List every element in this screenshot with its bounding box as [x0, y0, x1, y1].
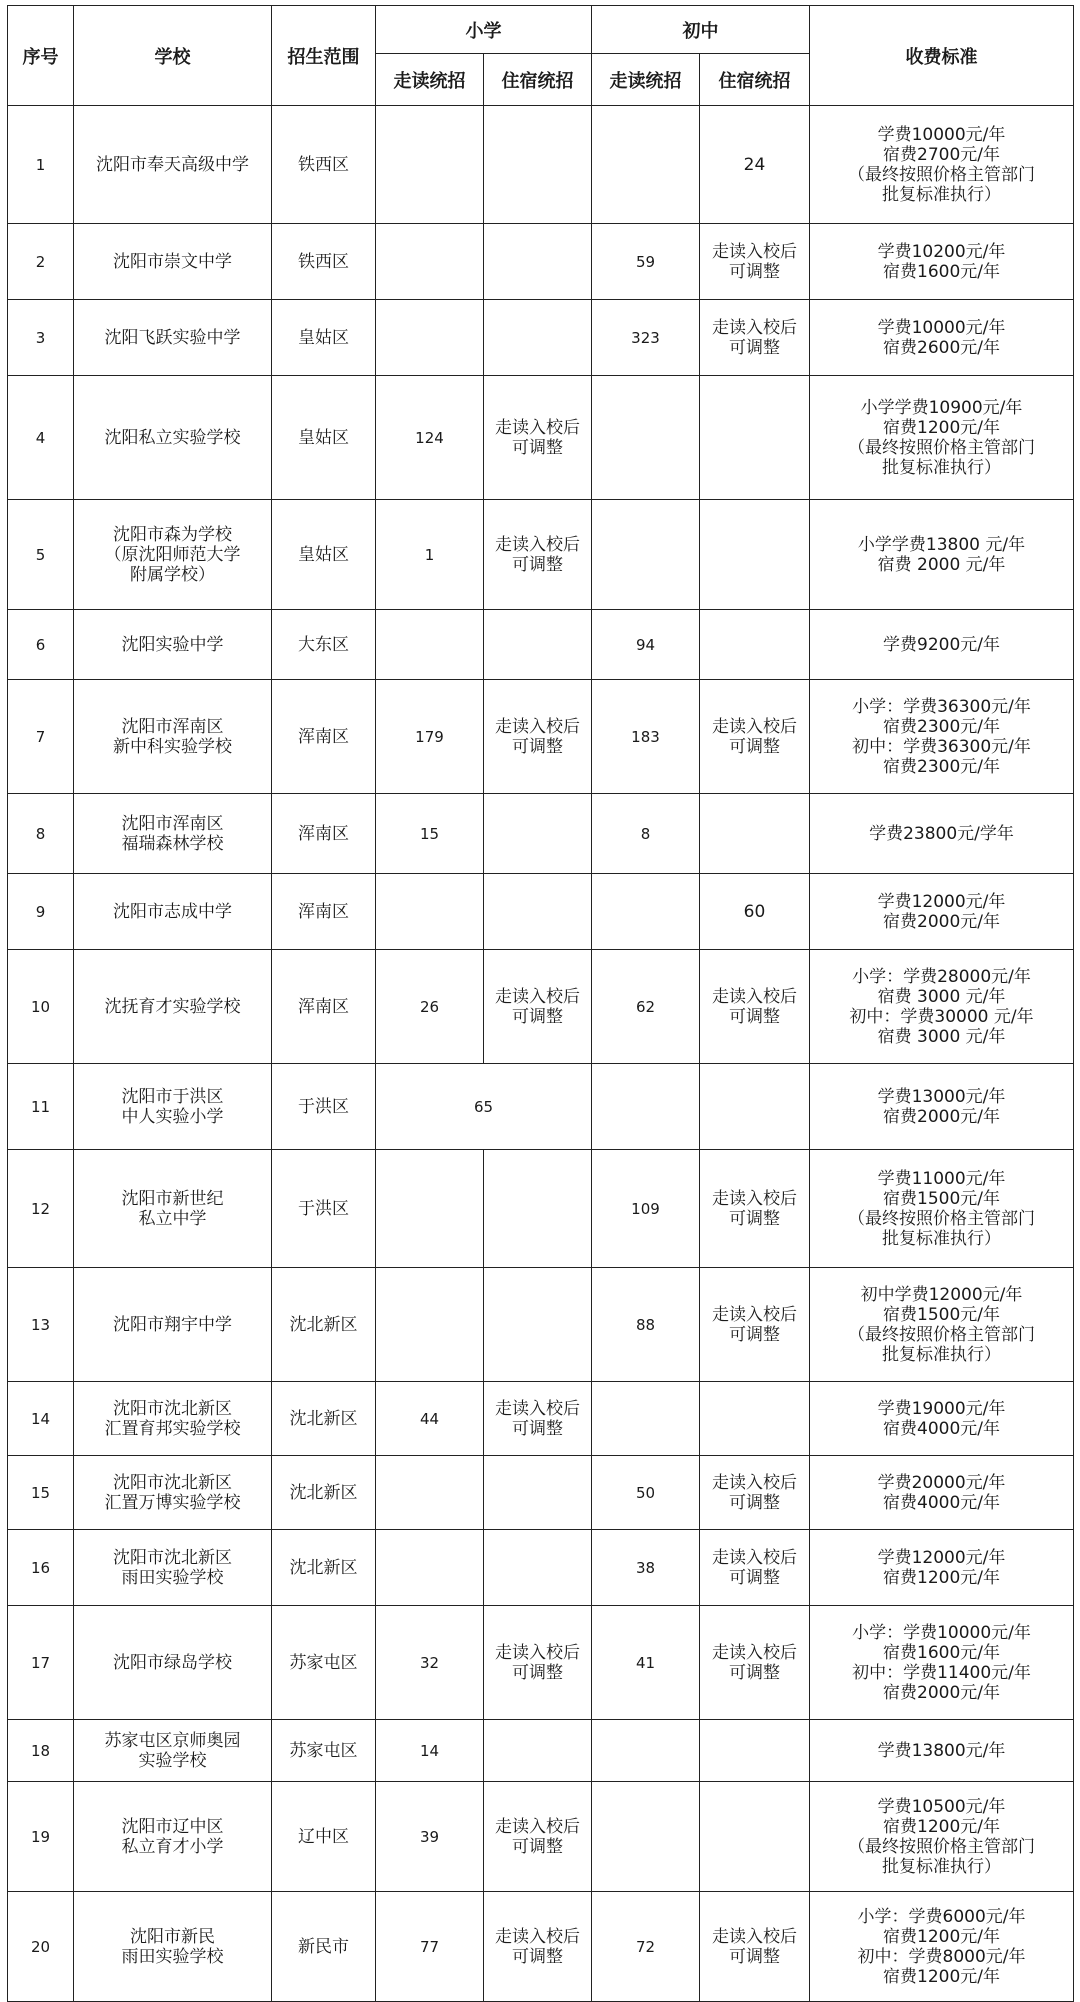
primary-day-cell: 1	[376, 500, 484, 610]
primary-day-cell: 15	[376, 794, 484, 874]
primary-day-cell: 44	[376, 1382, 484, 1456]
area-cell: 大东区	[272, 610, 376, 680]
table-row	[8, 1150, 1074, 1268]
junior-board-cell: 走读入校后 可调整	[700, 224, 810, 300]
junior-day-cell	[592, 1720, 700, 1782]
seq-cell: 19	[8, 1782, 74, 1892]
seq-cell: 4	[8, 376, 74, 500]
primary-day-cell: 77	[376, 1892, 484, 2002]
school-name-cell: 沈阳私立实验学校	[74, 376, 272, 500]
seq-cell: 1	[8, 106, 74, 224]
table-row	[8, 300, 1074, 376]
table-row	[8, 1606, 1074, 1720]
header-seq: 序号	[8, 6, 74, 106]
area-cell: 于洪区	[272, 1150, 376, 1268]
seq-cell: 9	[8, 874, 74, 950]
seq-cell: 8	[8, 794, 74, 874]
junior-board-cell	[700, 794, 810, 874]
table-row	[8, 106, 1074, 224]
school-name-cell: 沈阳市沈北新区 雨田实验学校	[74, 1530, 272, 1606]
primary-board-cell	[484, 224, 592, 300]
fee-cell: 学费12000元/年 宿费1200元/年	[810, 1530, 1074, 1606]
seq-cell: 17	[8, 1606, 74, 1720]
table-row	[8, 1530, 1074, 1606]
school-name-cell: 沈阳市新世纪 私立中学	[74, 1150, 272, 1268]
area-cell: 沈北新区	[272, 1268, 376, 1382]
area-cell: 浑南区	[272, 680, 376, 794]
seq-cell: 6	[8, 610, 74, 680]
seq-cell: 7	[8, 680, 74, 794]
seq-cell: 10	[8, 950, 74, 1064]
junior-board-cell	[700, 1064, 810, 1150]
area-cell: 于洪区	[272, 1064, 376, 1150]
area-cell: 沈北新区	[272, 1456, 376, 1530]
junior-board-cell: 走读入校后 可调整	[700, 1606, 810, 1720]
school-name-cell: 沈阳市于洪区 中人实验小学	[74, 1064, 272, 1150]
junior-day-cell	[592, 874, 700, 950]
school-name-cell: 沈阳市浑南区 福瑞森林学校	[74, 794, 272, 874]
table-row	[8, 1720, 1074, 1782]
junior-board-cell: 24	[700, 106, 810, 224]
seq-cell: 16	[8, 1530, 74, 1606]
primary-day-cell	[376, 224, 484, 300]
area-cell: 皇姑区	[272, 500, 376, 610]
junior-day-cell: 323	[592, 300, 700, 376]
primary-day-cell: 39	[376, 1782, 484, 1892]
fee-cell: 学费23800元/学年	[810, 794, 1074, 874]
table-row	[8, 794, 1074, 874]
table-row	[8, 376, 1074, 500]
primary-board-cell: 走读入校后 可调整	[484, 1782, 592, 1892]
table-row	[8, 610, 1074, 680]
table-row	[8, 1892, 1074, 2002]
junior-board-cell: 走读入校后 可调整	[700, 1150, 810, 1268]
school-name-cell: 沈阳市新民 雨田实验学校	[74, 1892, 272, 2002]
school-name-cell: 沈阳市森为学校 （原沈阳师范大学 附属学校）	[74, 500, 272, 610]
school-name-cell: 沈阳市辽中区 私立育才小学	[74, 1782, 272, 1892]
enrollment-table-container	[7, 5, 1073, 2002]
primary-day-cell: 32	[376, 1606, 484, 1720]
primary-day-cell: 124	[376, 376, 484, 500]
fee-cell: 学费10200元/年 宿费1600元/年	[810, 224, 1074, 300]
junior-day-cell	[592, 106, 700, 224]
junior-day-cell: 183	[592, 680, 700, 794]
seq-cell: 14	[8, 1382, 74, 1456]
seq-cell: 15	[8, 1456, 74, 1530]
primary-board-cell: 走读入校后 可调整	[484, 950, 592, 1064]
junior-day-cell	[592, 1382, 700, 1456]
area-cell: 新民市	[272, 1892, 376, 2002]
seq-cell: 5	[8, 500, 74, 610]
primary-board-cell: 走读入校后 可调整	[484, 1606, 592, 1720]
primary-board-cell	[484, 610, 592, 680]
junior-day-cell: 50	[592, 1456, 700, 1530]
primary-board-cell	[484, 106, 592, 224]
fee-cell: 小学学费13800 元/年 宿费 2000 元/年	[810, 500, 1074, 610]
junior-day-cell: 8	[592, 794, 700, 874]
primary-day-cell	[376, 1150, 484, 1268]
primary-board-cell: 走读入校后 可调整	[484, 376, 592, 500]
seq-cell: 20	[8, 1892, 74, 2002]
junior-board-cell: 走读入校后 可调整	[700, 680, 810, 794]
table-header	[8, 6, 1074, 106]
fee-cell: 小学：学费10000元/年 宿费1600元/年 初中：学费11400元/年 宿费2000元/年	[810, 1606, 1074, 1720]
fee-cell: 学费10000元/年 宿费2700元/年 （最终按照价格主管部门 批复标准执行）	[810, 106, 1074, 224]
header-primary: 小学	[376, 6, 592, 54]
junior-board-cell: 60	[700, 874, 810, 950]
fee-cell: 学费11000元/年 宿费1500元/年 （最终按照价格主管部门 批复标准执行）	[810, 1150, 1074, 1268]
junior-day-cell	[592, 1782, 700, 1892]
header-junior: 初中	[592, 6, 810, 54]
seq-cell: 13	[8, 1268, 74, 1382]
junior-board-cell: 走读入校后 可调整	[700, 1268, 810, 1382]
primary-day-cell: 179	[376, 680, 484, 794]
junior-board-cell	[700, 500, 810, 610]
table-row	[8, 224, 1074, 300]
primary-day-cell	[376, 1268, 484, 1382]
area-cell: 皇姑区	[272, 300, 376, 376]
school-name-cell: 沈阳市沈北新区 汇置万博实验学校	[74, 1456, 272, 1530]
primary-board-cell	[484, 1150, 592, 1268]
junior-board-cell	[700, 1382, 810, 1456]
table-row	[8, 950, 1074, 1064]
school-name-cell: 沈阳市沈北新区 汇置育邦实验学校	[74, 1382, 272, 1456]
junior-board-cell: 走读入校后 可调整	[700, 300, 810, 376]
junior-day-cell: 72	[592, 1892, 700, 2002]
primary-board-cell	[484, 1720, 592, 1782]
junior-board-cell: 走读入校后 可调整	[700, 1892, 810, 2002]
school-name-cell: 沈阳市翔宇中学	[74, 1268, 272, 1382]
junior-board-cell	[700, 610, 810, 680]
school-name-cell: 沈抚育才实验学校	[74, 950, 272, 1064]
junior-board-cell	[700, 376, 810, 500]
area-cell: 沈北新区	[272, 1382, 376, 1456]
junior-day-cell: 41	[592, 1606, 700, 1720]
header-junior-board: 住宿统招	[700, 54, 810, 106]
fee-cell: 小学学费10900元/年 宿费1200元/年 （最终按照价格主管部门 批复标准执行）	[810, 376, 1074, 500]
primary-board-cell: 走读入校后 可调整	[484, 680, 592, 794]
school-name-cell: 沈阳市浑南区 新中科实验学校	[74, 680, 272, 794]
fee-cell: 小学：学费28000元/年 宿费 3000 元/年 初中：学费30000 元/年 宿费 3000 元/年	[810, 950, 1074, 1064]
primary-board-cell: 走读入校后 可调整	[484, 500, 592, 610]
junior-day-cell: 38	[592, 1530, 700, 1606]
seq-cell: 11	[8, 1064, 74, 1150]
table-row	[8, 680, 1074, 794]
enrollment-table	[7, 5, 1074, 2002]
school-name-cell: 沈阳市志成中学	[74, 874, 272, 950]
junior-board-cell	[700, 1720, 810, 1782]
table-row	[8, 1064, 1074, 1150]
junior-board-cell: 走读入校后 可调整	[700, 1456, 810, 1530]
primary-day-cell	[376, 1456, 484, 1530]
header-primary-day: 走读统招	[376, 54, 484, 106]
fee-cell: 学费10000元/年 宿费2600元/年	[810, 300, 1074, 376]
junior-day-cell	[592, 376, 700, 500]
table-row	[8, 874, 1074, 950]
header-school: 学校	[74, 6, 272, 106]
table-row	[8, 1268, 1074, 1382]
seq-cell: 18	[8, 1720, 74, 1782]
junior-day-cell	[592, 1064, 700, 1150]
primary-day-cell: 26	[376, 950, 484, 1064]
area-cell: 铁西区	[272, 106, 376, 224]
primary-day-cell	[376, 300, 484, 376]
primary-day-cell	[376, 1530, 484, 1606]
primary-board-cell: 走读入校后 可调整	[484, 1892, 592, 2002]
area-cell: 辽中区	[272, 1782, 376, 1892]
fee-cell: 学费10500元/年 宿费1200元/年 （最终按照价格主管部门 批复标准执行）	[810, 1782, 1074, 1892]
fee-cell: 学费20000元/年 宿费4000元/年	[810, 1456, 1074, 1530]
primary-board-cell	[484, 1530, 592, 1606]
seq-cell: 3	[8, 300, 74, 376]
seq-cell: 12	[8, 1150, 74, 1268]
junior-board-cell: 走读入校后 可调整	[700, 950, 810, 1064]
header-primary-board: 住宿统招	[484, 54, 592, 106]
area-cell: 铁西区	[272, 224, 376, 300]
junior-day-cell: 62	[592, 950, 700, 1064]
fee-cell: 学费19000元/年 宿费4000元/年	[810, 1382, 1074, 1456]
primary-day-cell	[376, 874, 484, 950]
fee-cell: 小学：学费6000元/年 宿费1200元/年 初中：学费8000元/年 宿费1200元/年	[810, 1892, 1074, 2002]
fee-cell: 学费9200元/年	[810, 610, 1074, 680]
header-fee: 收费标准	[810, 6, 1074, 106]
fee-cell: 学费13800元/年	[810, 1720, 1074, 1782]
fee-cell: 学费13000元/年 宿费2000元/年	[810, 1064, 1074, 1150]
school-name-cell: 沈阳市崇文中学	[74, 224, 272, 300]
primary-board-cell	[484, 874, 592, 950]
table-row	[8, 1782, 1074, 1892]
primary-board-cell	[484, 1456, 592, 1530]
school-name-cell: 沈阳市奉天高级中学	[74, 106, 272, 224]
school-name-cell: 沈阳实验中学	[74, 610, 272, 680]
junior-day-cell	[592, 500, 700, 610]
area-cell: 浑南区	[272, 874, 376, 950]
junior-day-cell: 88	[592, 1268, 700, 1382]
junior-board-cell	[700, 1782, 810, 1892]
area-cell: 皇姑区	[272, 376, 376, 500]
junior-board-cell: 走读入校后 可调整	[700, 1530, 810, 1606]
fee-cell: 初中学费12000元/年 宿费1500元/年 （最终按照价格主管部门 批复标准执行）	[810, 1268, 1074, 1382]
primary-day-cell: 14	[376, 1720, 484, 1782]
table-row	[8, 1456, 1074, 1530]
header-junior-day: 走读统招	[592, 54, 700, 106]
fee-cell: 小学：学费36300元/年 宿费2300元/年 初中：学费36300元/年 宿费2300元/年	[810, 680, 1074, 794]
area-cell: 浑南区	[272, 950, 376, 1064]
seq-cell: 2	[8, 224, 74, 300]
area-cell: 苏家屯区	[272, 1606, 376, 1720]
primary-day-cell	[376, 610, 484, 680]
junior-day-cell: 109	[592, 1150, 700, 1268]
table-body	[8, 106, 1074, 2002]
junior-day-cell: 59	[592, 224, 700, 300]
table-row	[8, 500, 1074, 610]
primary-board-cell	[484, 1268, 592, 1382]
table-row	[8, 1382, 1074, 1456]
primary-merged-cell: 65	[376, 1064, 592, 1150]
header-area: 招生范围	[272, 6, 376, 106]
primary-day-cell	[376, 106, 484, 224]
primary-board-cell	[484, 300, 592, 376]
fee-cell: 学费12000元/年 宿费2000元/年	[810, 874, 1074, 950]
school-name-cell: 沈阳市绿岛学校	[74, 1606, 272, 1720]
primary-board-cell	[484, 794, 592, 874]
primary-board-cell: 走读入校后 可调整	[484, 1382, 592, 1456]
area-cell: 浑南区	[272, 794, 376, 874]
area-cell: 苏家屯区	[272, 1720, 376, 1782]
school-name-cell: 沈阳飞跃实验中学	[74, 300, 272, 376]
school-name-cell: 苏家屯区京师奥园 实验学校	[74, 1720, 272, 1782]
junior-day-cell: 94	[592, 610, 700, 680]
area-cell: 沈北新区	[272, 1530, 376, 1606]
